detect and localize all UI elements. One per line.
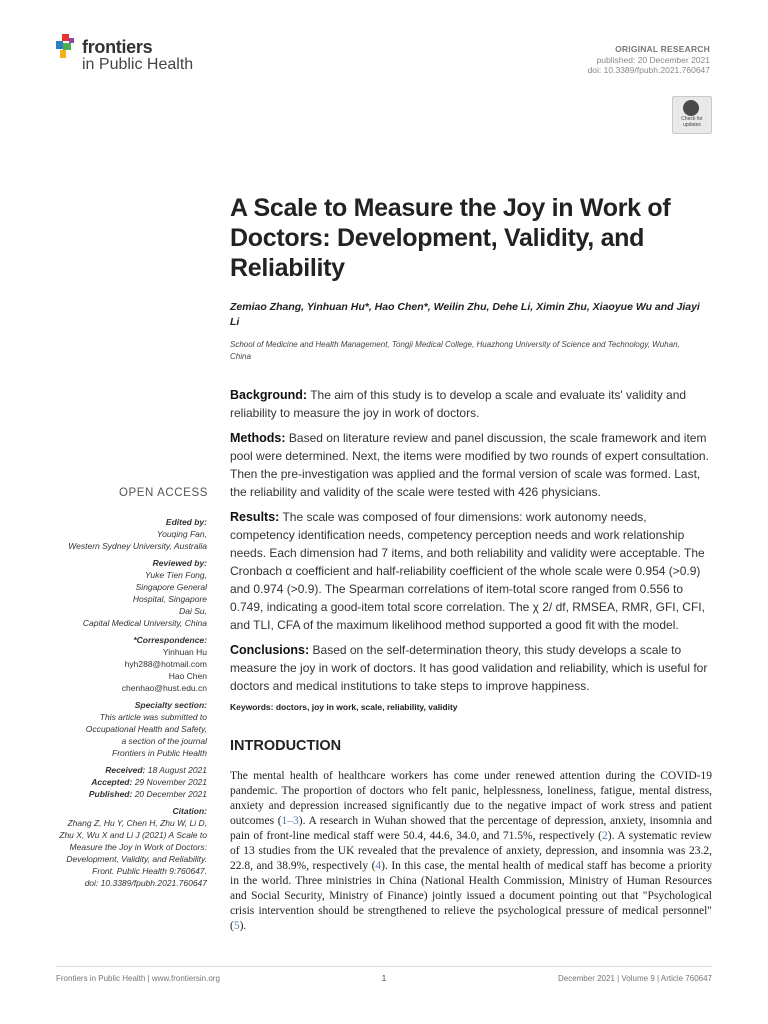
edited-by-label: Edited by:: [165, 517, 207, 527]
journal-logo[interactable]: [56, 34, 226, 80]
keywords: Keywords: doctors, joy in work, scale, reliability, validity: [230, 702, 458, 712]
accepted-date: Accepted: 29 November 2021: [91, 777, 207, 787]
citation-line: Zhu X, Wu X and Li J (2021) A Scale to: [59, 830, 207, 840]
citation-doi[interactable]: doi: 10.3389/fpubh.2021.760647: [84, 878, 207, 888]
specialty-line: a section of the journal: [121, 736, 207, 746]
introduction-paragraph: [230, 769, 712, 934]
affiliation: School of Medicine and Health Management, Tongji Medical College, Huazhong University of Science and Technology, Wuhan, China: [230, 340, 680, 361]
received-date: Received: 18 August 2021: [105, 765, 207, 775]
specialty-line: Frontiers in Public Health: [112, 748, 207, 758]
citation-line: Front. Public Health 9:760647.: [92, 866, 207, 876]
results-text: The scale was composed of four dimensions: work autonomy needs, competency identification needs, competency perception needs and work relationship needs. Each dimension had 7 items, and both reliability and validity were acceptable. The Cronbach α coefficient and half-reliability coefficient of the whole scale were 0.954 (>0.9) and 0.974 (>0.9). The Spearman correlations of item-total score ranged from 0.556 to 0.749, indicating a good-item total score correlation. The χ 2/ df, RMSEA, RMR, GFI, CFI, and TLI, CFA of the maximum likelihood method supported a good fit with the model.: [230, 510, 705, 632]
check-updates-icon: [683, 100, 699, 116]
abstract-results: [230, 508, 710, 634]
citation-line: Development, Validity, and Reliability.: [66, 854, 207, 864]
citation-line: Measure the Joy in Work of Doctors:: [69, 842, 207, 852]
editor-name: Youqing Fan,: [156, 529, 207, 539]
methods-label: Methods:: [230, 431, 286, 445]
specialty-section-label: Specialty section:: [134, 700, 207, 710]
abstract-conclusions: [230, 641, 710, 695]
article-title: A Scale to Measure the Joy in Work of Doctors: Development, Validity, and Reliability: [230, 194, 671, 282]
abstract-methods: [230, 429, 710, 501]
reviewed-by-label: Reviewed by:: [152, 558, 207, 568]
reviewer-affiliation: Singapore General: [135, 582, 207, 592]
reviewer-affiliation: Hospital, Singapore: [132, 594, 207, 604]
footer-divider: [56, 966, 712, 967]
check-updates-label: Check for updates: [681, 116, 703, 128]
article-sidebar: [47, 516, 207, 889]
intro-text: ). A systematic review of 13 studies from the UK revealed that the prevalence of anxiety, depression, and insomnia was 23.2, 22.8, and 38.9%, respectively (: [230, 830, 712, 872]
citation-label: Citation:: [172, 806, 207, 816]
editor-affiliation: Western Sydney University, Australia: [68, 541, 207, 551]
methods-text: Based on literature review and panel discussion, the scale framework and item pool were determined. Next, the items were modified by two rounds of expert consultation. Then the pre-investigation was applied and the formal version of scale was formed. Last, the reliability and validity of the scale were tested with 426 physicians.: [230, 431, 709, 499]
correspondent-email[interactable]: chenhao@hust.edu.cn: [121, 683, 207, 693]
intro-text: ). A research in Wuhan showed that the percentage of depression, anxiety, insomnia and pain of front-line medical staff were 50.4, 44.6, 34.0, and 71.5%, respectively (: [230, 815, 712, 842]
footer-journal[interactable]: Frontiers in Public Health | www.frontiersin.org: [56, 974, 220, 983]
specialty-line: Occupational Health and Safety,: [85, 724, 207, 734]
background-text: The aim of this study is to develop a scale and evaluate its' validity and reliability to measure the joy in work of doctors.: [230, 388, 687, 420]
citation-line: Zhang Z, Hu Y, Chen H, Zhu W, Li D,: [67, 818, 207, 828]
abstract: [230, 386, 710, 702]
correspondent-name: Yinhuan Hu: [162, 647, 207, 657]
citation-link[interactable]: 1–3: [281, 815, 299, 827]
results-label: Results:: [230, 510, 280, 524]
published-date: published: 20 December 2021: [596, 54, 710, 65]
published-date-sidebar: Published: 20 December 2021: [88, 789, 207, 799]
conclusions-label: Conclusions:: [230, 643, 310, 657]
logo-name: frontiers: [82, 37, 153, 57]
reviewer-affiliation: Capital Medical University, China: [82, 618, 207, 628]
citation-link[interactable]: 4: [375, 860, 382, 872]
footer-volume: December 2021 | Volume 9 | Article 760647: [557, 974, 712, 983]
specialty-line: This article was submitted to: [99, 712, 207, 722]
article-meta: [588, 44, 710, 76]
intro-text: ).: [239, 920, 247, 932]
frontiers-logo-icon: [56, 34, 78, 60]
article-type: ORIGINAL RESEARCH: [615, 44, 710, 54]
citation-link[interactable]: 2: [602, 830, 608, 842]
logo-subtitle: in Public Health: [82, 56, 194, 73]
abstract-background: [230, 386, 710, 422]
reviewer-name: Yuke Tien Fong,: [145, 570, 207, 580]
author-list: Zemiao Zhang, Yinhuan Hu*, Hao Chen*, Weilin Zhu, Dehe Li, Ximin Zhu, Xiaoyue Wu and Jiayi Li: [230, 301, 700, 328]
page-number: 1: [381, 974, 387, 983]
check-for-updates-button[interactable]: [672, 96, 712, 134]
section-heading-introduction: INTRODUCTION: [230, 738, 342, 754]
correspondent-email[interactable]: hyh288@hotmail.com: [124, 659, 207, 669]
intro-text: ). In this case, the mental health of medical staff has become a priority in the world. Three ministries in China (National Health Commission, Ministry of Human Resources and Social Security, Ministry of Finance) jointly issued a document pointing out that "Psychological crisis intervention should be strengthened to relieve the psychological pressure of medical personnel" (: [230, 860, 712, 932]
open-access-label: OPEN ACCESS: [118, 487, 208, 499]
background-label: Background:: [230, 388, 308, 402]
reviewer-name: Dai Su,: [179, 606, 207, 616]
article-doi[interactable]: doi: 10.3389/fpubh.2021.760647: [587, 65, 710, 75]
intro-text: The mental health of healthcare workers has come under renewed attention during the COVID-19 pandemic. The proportion of doctors who felt panic, helplessness, loneliness, fatigue, mental distress, anxiety and depression increased significantly due to the negative impact of work stress and patient outcomes (: [230, 770, 712, 827]
conclusions-text: Based on the self-determination theory, this study develops a scale to measure the joy in work of doctors. It has good validation and reliability, which is useful for doctors and medical institutions to take steps to improve happiness.: [230, 643, 708, 693]
correspondent-name: Hao Chen: [168, 671, 207, 681]
citation-link[interactable]: 5: [233, 920, 240, 932]
correspondence-label: *Correspondence:: [133, 635, 207, 645]
